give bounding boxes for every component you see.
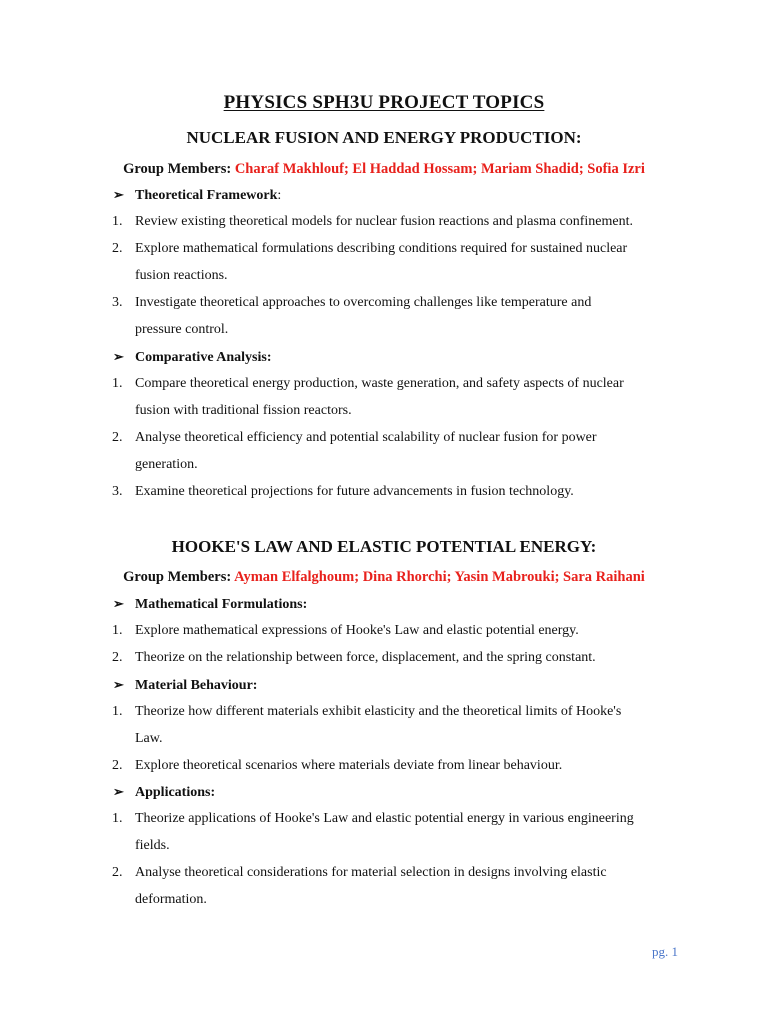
list-item-text: Theorize applications of Hooke's Law and elastic potential energy in various engineering — [135, 811, 634, 826]
list-number: 3. — [112, 484, 123, 499]
subsection-heading — [113, 675, 257, 696]
arrow-bullet-icon: ➢ — [113, 349, 124, 364]
list-item-text: Theorize on the relationship between force, displacement, and the spring constant. — [135, 650, 596, 665]
subsection-heading — [113, 594, 307, 615]
list-item-text: Examine theoretical projections for future advancements in fusion technology. — [135, 484, 574, 499]
list-item-text: pressure control. — [135, 322, 229, 337]
list-number: 2. — [112, 650, 123, 665]
list-item-text: Explore mathematical formulations describing conditions required for sustained nuclear — [135, 241, 628, 256]
list-item-text: deformation. — [135, 892, 207, 907]
list-number: 3. — [112, 295, 123, 310]
section-heading: HOOKE'S LAW AND ELASTIC POTENTIAL ENERGY: — [171, 537, 597, 556]
arrow-bullet-icon: ➢ — [113, 784, 124, 799]
page-title: PHYSICS SPH3U PROJECT TOPICS — [223, 92, 545, 113]
list-item-text: Investigate theoretical approaches to overcoming challenges like temperature and — [135, 295, 592, 310]
subsection-heading — [113, 185, 281, 206]
section-heading: NUCLEAR FUSION AND ENERGY PRODUCTION: — [186, 128, 582, 147]
list-item-text: fusion with traditional fission reactors. — [135, 403, 352, 418]
arrow-bullet-icon: ➢ — [113, 677, 124, 692]
list-item-text: Compare theoretical energy production, waste generation, and safety aspects of nuclear — [135, 376, 624, 391]
list-number: 1. — [112, 214, 123, 229]
subsection-title: Mathematical Formulations: — [135, 597, 308, 612]
list-item-text: Analyse theoretical efficiency and potential scalability of nuclear fusion for power — [135, 430, 597, 445]
list-item-text: Law. — [135, 731, 163, 746]
list-item-text: Analyse theoretical considerations for material selection in designs involving elastic — [135, 865, 607, 880]
arrow-bullet-icon: ➢ — [113, 187, 124, 202]
subsection-title: Theoretical Framework — [135, 188, 278, 203]
list-item-text: Theorize how different materials exhibit elasticity and the theoretical limits of Hooke's — [135, 704, 622, 719]
list-number: 1. — [112, 704, 123, 719]
group-members — [0, 569, 768, 586]
list-number: 1. — [112, 623, 123, 638]
subsection-suffix: : — [277, 188, 282, 203]
list-number: 2. — [112, 241, 123, 256]
subsection-title: Material Behaviour: — [135, 678, 258, 693]
group-members-names: Ayman Elfalghoum; Dina Rhorchi; Yasin Mabrouki; Sara Raihani — [234, 569, 645, 585]
list-item-text: fusion reactions. — [135, 268, 228, 283]
page-number: pg. 1 — [652, 944, 678, 959]
list-number: 1. — [112, 376, 123, 391]
list-item-text: generation. — [135, 457, 198, 472]
group-members-label: Group Members: — [123, 569, 232, 585]
list-number: 1. — [112, 811, 123, 826]
list-number: 2. — [112, 430, 123, 445]
subsection-title: Comparative Analysis: — [135, 350, 272, 365]
list-item-text: fields. — [135, 838, 170, 853]
list-item-text: Explore theoretical scenarios where materials deviate from linear behaviour. — [135, 758, 563, 773]
group-members-label: Group Members: — [123, 161, 232, 177]
group-members-names: Charaf Makhlouf; El Haddad Hossam; Mariam Shadid; Sofia Izri — [234, 161, 645, 177]
list-item-text: Review existing theoretical models for nuclear fusion reactions and plasma confinement. — [135, 214, 634, 229]
list-number: 2. — [112, 758, 123, 773]
group-members — [0, 161, 768, 178]
subsection-heading — [113, 347, 272, 368]
list-item-text: Explore mathematical expressions of Hooke's Law and elastic potential energy. — [135, 623, 579, 638]
arrow-bullet-icon: ➢ — [113, 596, 124, 611]
subsection-title: Applications: — [135, 785, 216, 800]
subsection-heading — [113, 782, 215, 803]
list-number: 2. — [112, 865, 123, 880]
